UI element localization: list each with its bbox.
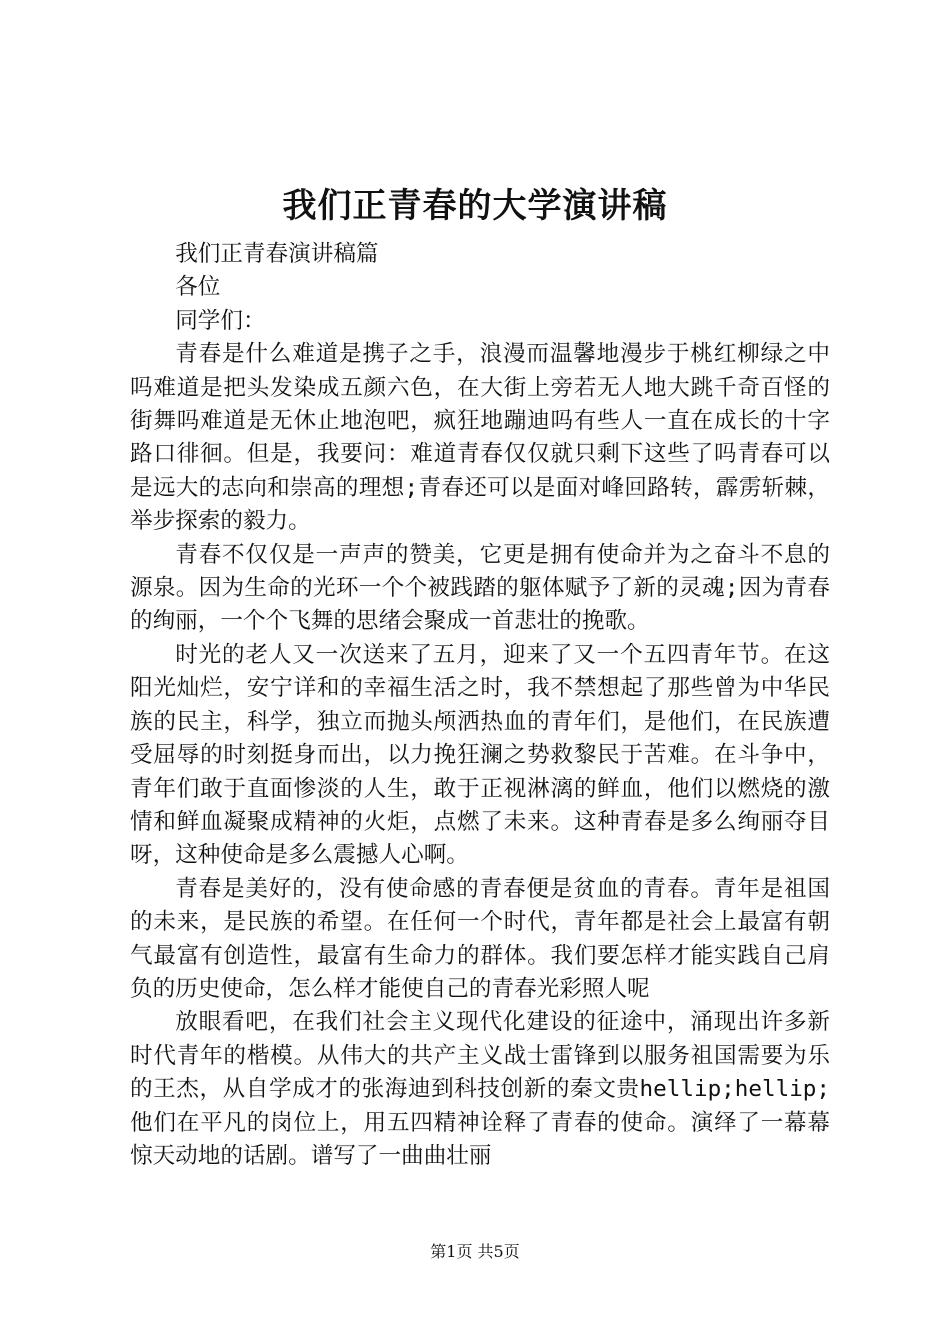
heading-line: 各位	[175, 274, 221, 301]
page-footer: 第1页 共5页	[430, 1242, 520, 1261]
body-paragraph: 青春是美好的，没有使命感的青春便是贫血的青春。青年是祖国的未来，是民族的希望。在任何一个时代，青年都是社会上最富有朝气最富有创造性，最富有生命力的群体。我们要怎样才能实践自己肩负的历史使命，怎么样才能使自己的青春光彩照人呢	[130, 875, 830, 1002]
body-paragraph: 放眼看吧，在我们社会主义现代化建设的征途中，涌现出许多新时代青年的楷模。从伟大的共产主义战士雷锋到以服务祖国需要为乐的王杰，从自学成才的张海迪到科技创新的秦文贵hellip;hellip;他们在平凡的岗位上，用五四精神诠释了青春的使命。演绎了一幕幕惊天动地的话剧。谱写了一曲曲壮丽	[130, 1009, 830, 1169]
document-body	[130, 238, 830, 1173]
heading-line: 我们正青春演讲稿篇	[175, 241, 379, 267]
document-title: 我们正青春的大学演讲稿	[282, 186, 668, 226]
heading-line: 同学们：	[175, 307, 266, 334]
body-paragraph: 时光的老人又一次送来了五月，迎来了又一个五四青年节。在这阳光灿烂，安宁详和的幸福生活之时，我不禁想起了那些曾为中华民族的民主，科学，独立而抛头颅洒热血的青年们，是他们，在民族遭受屈辱的时刻挺身而出，以力挽狂澜之势救黎民于苦难。在斗争中，青年们敢于直面惨淡的人生，敢于正视淋漓的鲜血，他们以燃烧的激情和鲜血凝聚成精神的火炬，点燃了未来。这种青春是多么绚丽夺目呀，这种使命是多么震撼人心啊。	[130, 641, 830, 869]
body-paragraph: 青春是什么难道是携子之手，浪漫而温馨地漫步于桃红柳绿之中吗难道是把头发染成五颜六色，在大街上旁若无人地大跳千奇百怪的街舞吗难道是无休止地泡吧，疯狂地蹦迪吗有些人一直在成长的十字路口徘徊。但是，我要问：难道青春仅仅就只剩下这些了吗青春可以是远大的志向和崇高的理想;青春还可以是面对峰回路转，霹雳斩棘，举步探索的毅力。	[130, 341, 830, 535]
body-paragraph: 青春不仅仅是一声声的赞美，它更是拥有使命并为之奋斗不息的源泉。因为生命的光环一个个被践踏的躯体赋予了新的灵魂;因为青春的绚丽，一个个飞舞的思绪会聚成一首悲壮的挽歌。	[130, 541, 830, 635]
